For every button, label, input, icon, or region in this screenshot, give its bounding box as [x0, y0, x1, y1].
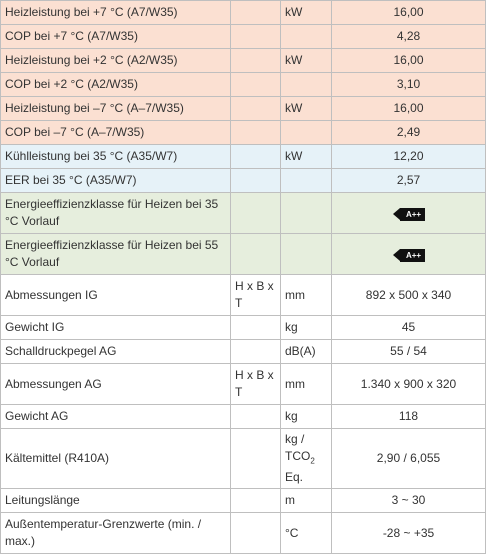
- table-row: [1, 340, 486, 364]
- table-row: [1, 364, 486, 405]
- row-dimension: H x B x T: [231, 364, 281, 405]
- row-unit: kg: [281, 405, 332, 429]
- row-label: Heizleistung bei –7 °C (A–7/W35): [1, 97, 231, 121]
- row-label: Energieeffizienzklasse für Heizen bei 35 °C Vorlauf: [1, 193, 231, 234]
- row-label: Schalldruckpegel AG: [1, 340, 231, 364]
- row-value: 892 x 500 x 340: [332, 275, 486, 316]
- row-value: [332, 193, 486, 234]
- row-value: 3,10: [332, 73, 486, 97]
- row-dimension: [231, 121, 281, 145]
- row-label: Heizleistung bei +2 °C (A2/W35): [1, 49, 231, 73]
- row-dimension: [231, 1, 281, 25]
- row-value: 2,49: [332, 121, 486, 145]
- row-label: Gewicht AG: [1, 405, 231, 429]
- row-dimension: [231, 513, 281, 554]
- table-row: [1, 405, 486, 429]
- row-value: 16,00: [332, 1, 486, 25]
- row-unit: [281, 25, 332, 49]
- row-label: Leitungslänge: [1, 489, 231, 513]
- row-dimension: [231, 49, 281, 73]
- row-unit: [281, 234, 332, 275]
- row-value: 1.340 x 900 x 320: [332, 364, 486, 405]
- energy-class-badge: A++: [400, 208, 425, 221]
- row-value: 45: [332, 316, 486, 340]
- row-value: 2,57: [332, 169, 486, 193]
- table-row: [1, 145, 486, 169]
- table-row: [1, 275, 486, 316]
- row-value: 2,90 / 6,055: [332, 429, 486, 489]
- row-value: 4,28: [332, 25, 486, 49]
- row-dimension: [231, 73, 281, 97]
- row-value: 3 ~ 30: [332, 489, 486, 513]
- row-label: EER bei 35 °C (A35/W7): [1, 169, 231, 193]
- row-unit: kW: [281, 97, 332, 121]
- row-label: Abmessungen AG: [1, 364, 231, 405]
- energy-class-badge: A++: [400, 249, 425, 262]
- row-dimension: [231, 489, 281, 513]
- row-dimension: [231, 316, 281, 340]
- row-unit: dB(A): [281, 340, 332, 364]
- row-dimension: [231, 193, 281, 234]
- table-row: [1, 169, 486, 193]
- row-label: Gewicht IG: [1, 316, 231, 340]
- table-row: [1, 97, 486, 121]
- row-dimension: [231, 405, 281, 429]
- row-unit: m: [281, 489, 332, 513]
- table-row: [1, 73, 486, 97]
- row-value: -28 ~ +35: [332, 513, 486, 554]
- unit-prefix: kg / TCO: [285, 432, 311, 463]
- row-dimension: [231, 340, 281, 364]
- table-row: [1, 121, 486, 145]
- table-row: [1, 49, 486, 73]
- row-label: Kältemittel (R410A): [1, 429, 231, 489]
- table-row: [1, 316, 486, 340]
- row-dimension: [231, 145, 281, 169]
- row-unit: [281, 73, 332, 97]
- table-row: [1, 513, 486, 554]
- row-dimension: [231, 429, 281, 489]
- row-label: Heizleistung bei +7 °C (A7/W35): [1, 1, 231, 25]
- table-row: [1, 25, 486, 49]
- row-label: Außentemperatur-Grenzwerte (min. / max.): [1, 513, 231, 554]
- table-row: [1, 193, 486, 234]
- row-value: 118: [332, 405, 486, 429]
- row-dimension: [231, 97, 281, 121]
- row-dimension: [231, 234, 281, 275]
- row-dimension: H x B x T: [231, 275, 281, 316]
- table-row: [1, 429, 486, 489]
- row-label: Abmessungen IG: [1, 275, 231, 316]
- row-value: 55 / 54: [332, 340, 486, 364]
- table-row: [1, 1, 486, 25]
- row-label: Kühlleistung bei 35 °C (A35/W7): [1, 145, 231, 169]
- row-label: COP bei +2 °C (A2/W35): [1, 73, 231, 97]
- row-dimension: [231, 169, 281, 193]
- unit-subscript: 2: [310, 456, 315, 466]
- row-value: [332, 234, 486, 275]
- row-unit: kW: [281, 145, 332, 169]
- row-unit: kW: [281, 49, 332, 73]
- table-row: [1, 234, 486, 275]
- row-unit: [281, 429, 332, 489]
- row-dimension: [231, 25, 281, 49]
- row-value: 16,00: [332, 49, 486, 73]
- row-label: Energieeffizienzklasse für Heizen bei 55 °C Vorlauf: [1, 234, 231, 275]
- row-unit: [281, 169, 332, 193]
- row-unit: mm: [281, 275, 332, 316]
- row-value: 16,00: [332, 97, 486, 121]
- row-unit: kg: [281, 316, 332, 340]
- table-row: [1, 489, 486, 513]
- row-value: 12,20: [332, 145, 486, 169]
- row-label: COP bei –7 °C (A–7/W35): [1, 121, 231, 145]
- row-unit: °C: [281, 513, 332, 554]
- row-unit: [281, 121, 332, 145]
- row-unit: mm: [281, 364, 332, 405]
- row-unit: [281, 193, 332, 234]
- row-unit: kW: [281, 1, 332, 25]
- row-label: COP bei +7 °C (A7/W35): [1, 25, 231, 49]
- unit-suffix: Eq.: [285, 470, 304, 485]
